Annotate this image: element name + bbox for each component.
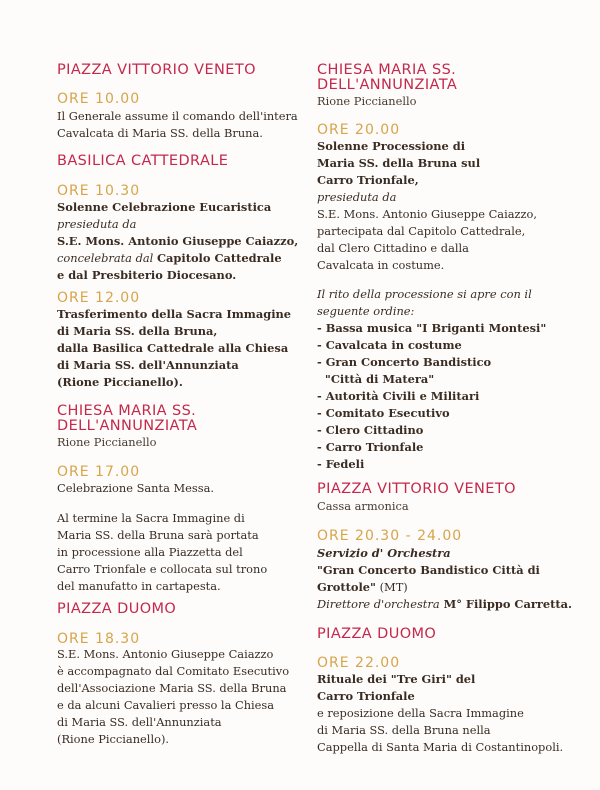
- text-line: dal Clero Cittadino e dalla: [317, 241, 469, 255]
- section-heading: PIAZZA DUOMO: [57, 601, 177, 617]
- text-line: [317, 596, 572, 613]
- section-heading: DELL'ANNUNZIATA: [317, 77, 458, 93]
- text-line: (Rione Piccianello).: [57, 375, 183, 389]
- text-line: Carro Trionfale e collocata sul trono: [57, 562, 268, 576]
- list-item: - Autorità Civili e Militari: [317, 389, 480, 403]
- text-line: di Maria SS. dell'Annunziata: [57, 715, 222, 729]
- text-line: del manufatto in cartapesta.: [57, 579, 221, 593]
- text-line: (Rione Piccianello).: [57, 732, 170, 746]
- section-heading: BASILICA CATTEDRALE: [57, 153, 229, 169]
- text-line: seguente ordine:: [317, 304, 415, 318]
- event-description: [57, 199, 298, 284]
- location-subtitle: Rione Piccianello: [317, 94, 417, 108]
- section-heading: CHIESA MARIA SS.: [57, 403, 197, 419]
- event-description: [57, 646, 289, 748]
- procession-order: [317, 286, 546, 473]
- event-time: ORE 10.00: [57, 91, 141, 107]
- list-item: - Bassa musica "I Briganti Montesi": [317, 321, 547, 335]
- text-line: presieduta da: [57, 217, 137, 231]
- text-line: Carro Trionfale,: [317, 173, 419, 187]
- text-span: (MT): [375, 580, 408, 594]
- list-item: - Fedeli: [317, 457, 365, 471]
- text-line: [57, 250, 298, 267]
- text-line: Solenne Processione di: [317, 139, 466, 153]
- text-line: è accompagnato dal Comitato Esecutivo: [57, 664, 290, 678]
- event-time: ORE 18.30: [57, 631, 141, 647]
- list-item: "Città di Matera": [317, 372, 435, 386]
- event-description: [317, 138, 537, 274]
- text-line: Il rito della processione si apre con il: [317, 287, 532, 301]
- text-line: e da alcuni Cavalieri presso la Chiesa: [57, 698, 275, 712]
- section-heading: PIAZZA VITTORIO VENETO: [317, 481, 516, 497]
- text-line: dalla Basilica Cattedrale alla Chiesa: [57, 341, 289, 355]
- text-line: di Maria SS. della Bruna nella: [317, 723, 491, 737]
- text-line: Cavalcata in costume.: [317, 258, 445, 272]
- list-item: - Comitato Esecutivo: [317, 406, 450, 420]
- list-item: - Clero Cittadino: [317, 423, 424, 437]
- text-line: Cappella di Santa Maria di Costantinopoli.: [317, 740, 564, 754]
- text-line: Cavalcata di Maria SS. della Bruna.: [57, 126, 263, 140]
- text-span: Direttore d'orchestra: [317, 597, 440, 611]
- event-time: ORE 12.00: [57, 290, 141, 306]
- text-line: dell'Associazione Maria SS. della Bruna: [57, 681, 287, 695]
- list-item: - Carro Trionfale: [317, 440, 424, 454]
- event-time: ORE 17.00: [57, 464, 141, 480]
- event-time: ORE 20.00: [317, 122, 401, 138]
- event-description: [317, 671, 563, 756]
- text-line: Trasferimento della Sacra Immagine: [57, 307, 292, 321]
- text-line: in processione alla Piazzetta del: [57, 545, 243, 559]
- text-span: M° Filippo Carretta.: [439, 597, 572, 611]
- list-item: - Cavalcata in costume: [317, 338, 462, 352]
- text-line: di Maria SS. della Bruna,: [57, 324, 218, 338]
- text-line: presieduta da: [317, 190, 397, 204]
- text-line: Rituale dei "Tre Giri" del: [317, 672, 476, 686]
- text-line: Maria SS. della Bruna sul: [317, 156, 481, 170]
- text-line: Il Generale assume il comando dell'intera: [57, 109, 298, 123]
- text-line: partecipata dal Capitolo Cattedrale,: [317, 224, 526, 238]
- list-item: - Gran Concerto Bandistico: [317, 355, 492, 369]
- text-line: S.E. Mons. Antonio Giuseppe Caiazzo,: [317, 207, 538, 221]
- event-description: [57, 306, 291, 391]
- text-line: di Maria SS. dell'Annunziata: [57, 358, 239, 372]
- event-time: ORE 20.30 - 24.00: [317, 528, 463, 544]
- text-line: Carro Trionfale: [317, 689, 415, 703]
- text-span: Grottole": [317, 580, 376, 594]
- text-line: e dal Presbiterio Diocesano.: [57, 268, 237, 282]
- text-line: [317, 579, 572, 596]
- section-heading: DELL'ANNUNZIATA: [57, 418, 198, 434]
- section-heading: CHIESA MARIA SS.: [317, 62, 457, 78]
- text-line: Al termine la Sacra Immagine di: [57, 511, 245, 525]
- text-line: S.E. Mons. Antonio Giuseppe Caiazzo: [57, 647, 274, 661]
- section-heading: PIAZZA VITTORIO VENETO: [57, 62, 256, 78]
- text-line: Solenne Celebrazione Eucaristica: [57, 200, 272, 214]
- event-description: [317, 545, 572, 613]
- text-line: Servizio d' Orchestra: [317, 546, 451, 560]
- text-line: "Gran Concerto Bandistico Città di: [317, 563, 540, 577]
- text-line: Maria SS. della Bruna sarà portata: [57, 528, 259, 542]
- location-subtitle: Cassa armonica: [317, 499, 409, 513]
- text-span: Capitolo Cattedrale: [156, 251, 282, 265]
- location-subtitle: Rione Piccianello: [57, 435, 157, 449]
- event-time: ORE 10.30: [57, 183, 141, 199]
- text-span: concelebrata dal: [57, 251, 154, 265]
- text-line: S.E. Mons. Antonio Giuseppe Caiazzo,: [57, 234, 299, 248]
- event-time: ORE 22.00: [317, 655, 401, 671]
- event-description: [57, 108, 298, 142]
- text-line: Celebrazione Santa Messa.: [57, 481, 214, 495]
- section-heading: PIAZZA DUOMO: [317, 626, 437, 642]
- event-description: [57, 510, 267, 595]
- text-line: e reposizione della Sacra Immagine: [317, 706, 524, 720]
- event-description: [57, 480, 214, 497]
